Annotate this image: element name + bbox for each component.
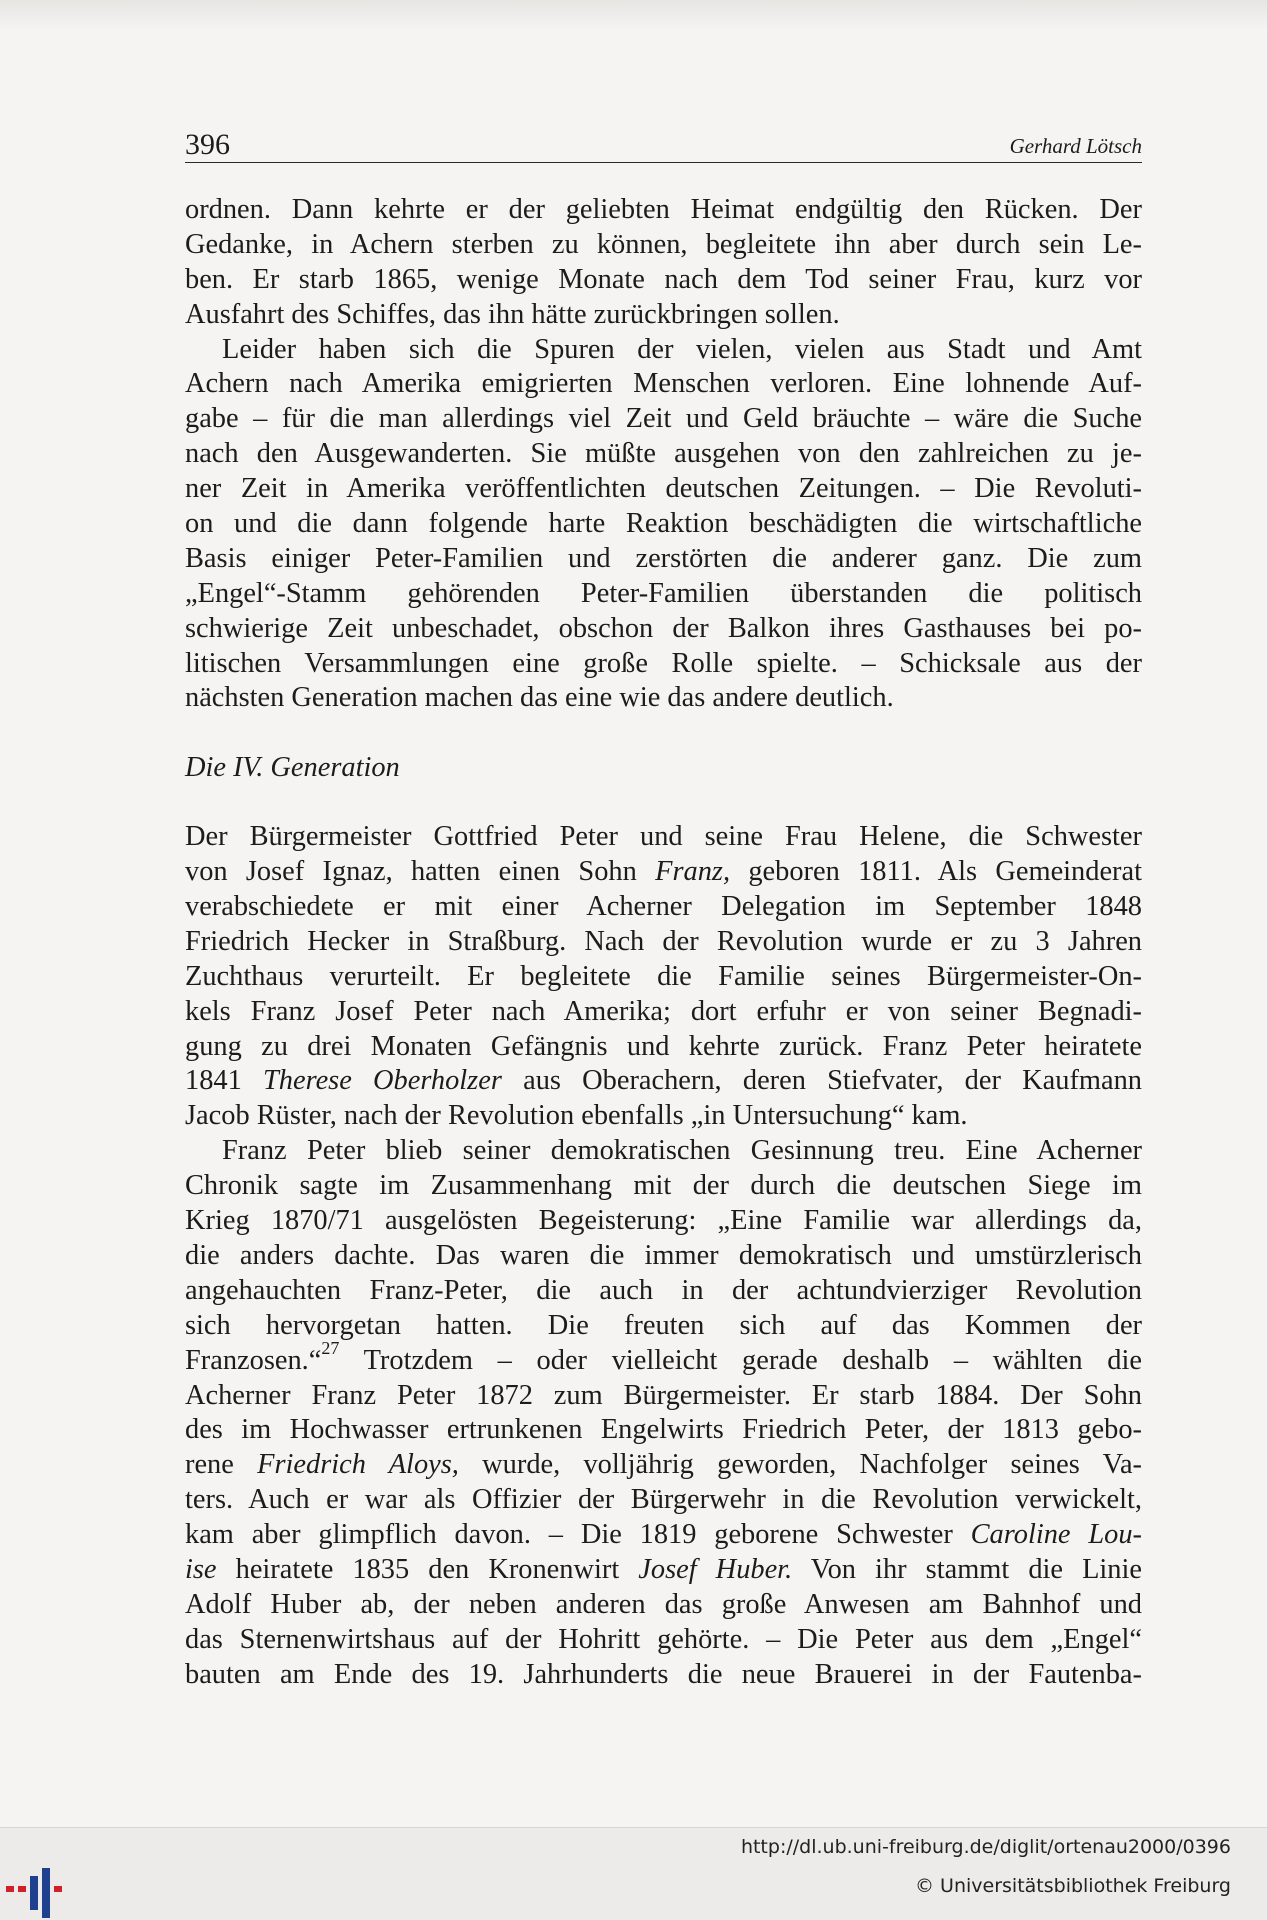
text-line: Achern nach Amerika emigrierten Menschen verloren. Eine lohnende Auf- (185, 368, 1142, 400)
text-line: des im Hochwasser ertrunkenen Engelwirts Friedrich Peter, der 1813 gebo- (185, 1414, 1142, 1446)
text-line: Basis einiger Peter-Familien und zerstörten die anderer ganz. Die zum (185, 542, 1142, 574)
text-line: Ausfahrt des Schiffes, das ihn hätte zurückbringen sollen. (185, 298, 840, 330)
text-line: ters. Auch er war als Offizier der Bürgerwehr in die Revolution verwickelt, (185, 1484, 1142, 1516)
text-run: Trotzdem – oder vielleicht gerade deshalb – wählten die (339, 1344, 1142, 1376)
text-line (185, 1448, 1142, 1483)
text-line (185, 1553, 1142, 1588)
text-run: aus Oberachern, deren Stiefvater, der Kaufmann (501, 1065, 1142, 1097)
paragraph-3 (185, 820, 1142, 1134)
text-line: angehauchten Franz-Peter, die auch in der achtundvierziger Revolution (185, 1274, 1142, 1306)
text-line: ben. Er starb 1865, wenige Monate nach dem Tod seiner Frau, kurz vor (185, 263, 1142, 295)
copyright-notice: © Universitätsbibliothek Freiburg (915, 1875, 1231, 1897)
italic-name: Josef Huber. (638, 1553, 793, 1585)
text-run: Franzosen.“ (185, 1344, 322, 1376)
document-url-link[interactable]: http://dl.ub.uni-freiburg.de/diglit/ortenau2000/0396 (740, 1836, 1231, 1858)
text-line: on und die dann folgende harte Reaktion beschädigten die wirtschaftliche (185, 508, 1142, 540)
text-line: litischen Versammlungen eine große Rolle spielte. – Schicksale aus der (185, 647, 1142, 679)
text-line: das Sternenwirtshaus auf der Hohritt gehörte. – Die Peter aus dem „Engel“ (185, 1623, 1142, 1655)
text-line: ordnen. Dann kehrte er der geliebten Heimat endgültig den Rücken. Der (185, 194, 1142, 225)
text-line: ner Zeit in Amerika veröffentlichten deutschen Zeitungen. – Die Revoluti- (185, 473, 1142, 505)
text-line: Zuchthaus verurteilt. Er begleitete die Familie seines Bürgermeister-On- (185, 960, 1142, 992)
text-line: Der Bürgermeister Gottfried Peter und seine Frau Helene, die Schwester (185, 821, 1142, 853)
page-edge (0, 0, 1267, 30)
text-line: Acherner Franz Peter 1872 zum Bürgermeister. Er starb 1884. Der Sohn (185, 1379, 1142, 1411)
text-line: sich hervorgetan hatten. Die freuten sich auf das Kommen der (185, 1309, 1142, 1341)
paragraph-2 (185, 333, 1142, 717)
text-line: „Engel“-Stamm gehörenden Peter-Familien überstanden die politisch (185, 577, 1142, 609)
text-run: heiratete 1835 den Kronenwirt (216, 1553, 639, 1585)
italic-name: Friedrich Aloys, (257, 1449, 459, 1481)
paragraph-4 (185, 1134, 1142, 1692)
text-line: Leider haben sich die Spuren der vielen, vielen aus Stadt und Amt (222, 333, 1142, 365)
page-number: 396 (185, 128, 230, 161)
text-line: nach den Ausgewanderten. Sie müßte ausgehen von den zahlreichen zu je- (185, 438, 1142, 470)
text-line: die anders dachte. Das waren die immer demokratisch und umstürzlerisch (185, 1239, 1142, 1271)
running-head-author: Gerhard Lötsch (1009, 134, 1142, 158)
text-run: geboren 1811. Als Gemeinderat (730, 856, 1142, 888)
italic-name: Caroline Lou- (970, 1519, 1142, 1551)
italic-name: Therese Oberholzer (263, 1065, 502, 1097)
text-line: kels Franz Josef Peter nach Amerika; dort erfuhr er von seiner Begnadi- (185, 995, 1142, 1027)
text-line: Gedanke, in Achern sterben zu können, begleitete ihn aber durch sein Le- (185, 228, 1142, 260)
footnote-reference[interactable]: 27 (321, 1337, 340, 1358)
text-line: Jacob Rüster, nach der Revolution ebenfalls „in Untersuchung“ kam. (185, 1100, 968, 1132)
text-line: gung zu drei Monaten Gefängnis und kehrte zurück. Franz Peter heiratete (185, 1030, 1142, 1062)
body-text (185, 193, 1142, 1693)
university-library-logo-icon (6, 1858, 76, 1918)
text-line: nächsten Generation machen das eine wie das andere deutlich. (185, 682, 894, 714)
viewer-footer (0, 1827, 1267, 1920)
italic-name: Franz, (655, 856, 731, 888)
text-line: Adolf Huber ab, der neben anderen das große Anwesen am Bahnhof und (185, 1588, 1142, 1620)
text-run: von Josef Ignaz, hatten einen Sohn (185, 856, 656, 888)
text-line: Krieg 1870/71 ausgelösten Begeisterung: „Eine Familie war allerdings da, (185, 1205, 1142, 1237)
text-line (185, 1064, 1142, 1099)
text-line (185, 855, 1142, 890)
text-line: gabe – für die man allerdings viel Zeit und Geld bräuchte – wäre die Suche (185, 403, 1142, 435)
paragraph-1 (185, 193, 1142, 333)
text-line: Franz Peter blieb seiner demokratischen Gesinnung treu. Eine Acherner (222, 1135, 1142, 1167)
text-line (185, 1518, 1142, 1553)
text-run: kam aber glimpflich davon. – Die 1819 geborene Schwester (185, 1519, 971, 1551)
text-line: bauten am Ende des 19. Jahrhunderts die neue Brauerei in der Fautenba- (185, 1658, 1142, 1690)
text-run: 1841 (185, 1065, 263, 1097)
text-run: Von ihr stammt die Linie (792, 1553, 1142, 1585)
text-line (185, 1337, 1142, 1379)
text-line: Chronik sagte im Zusammenhang mit der durch die deutschen Siege im (185, 1170, 1142, 1202)
text-run: wurde, volljährig geworden, Nachfolger seines Va- (458, 1449, 1142, 1481)
italic-name: ise (185, 1553, 217, 1585)
text-run: rene (185, 1449, 258, 1481)
section-heading: Die IV. Generation (185, 752, 400, 784)
text-line: verabschiedete er mit einer Acherner Delegation im September 1848 (185, 891, 1142, 923)
text-line: Friedrich Hecker in Straßburg. Nach der Revolution wurde er zu 3 Jahren (185, 925, 1142, 957)
text-line: schwierige Zeit unbeschadet, obschon der Balkon ihres Gasthauses bei po- (185, 612, 1142, 644)
page-header (185, 118, 1142, 163)
